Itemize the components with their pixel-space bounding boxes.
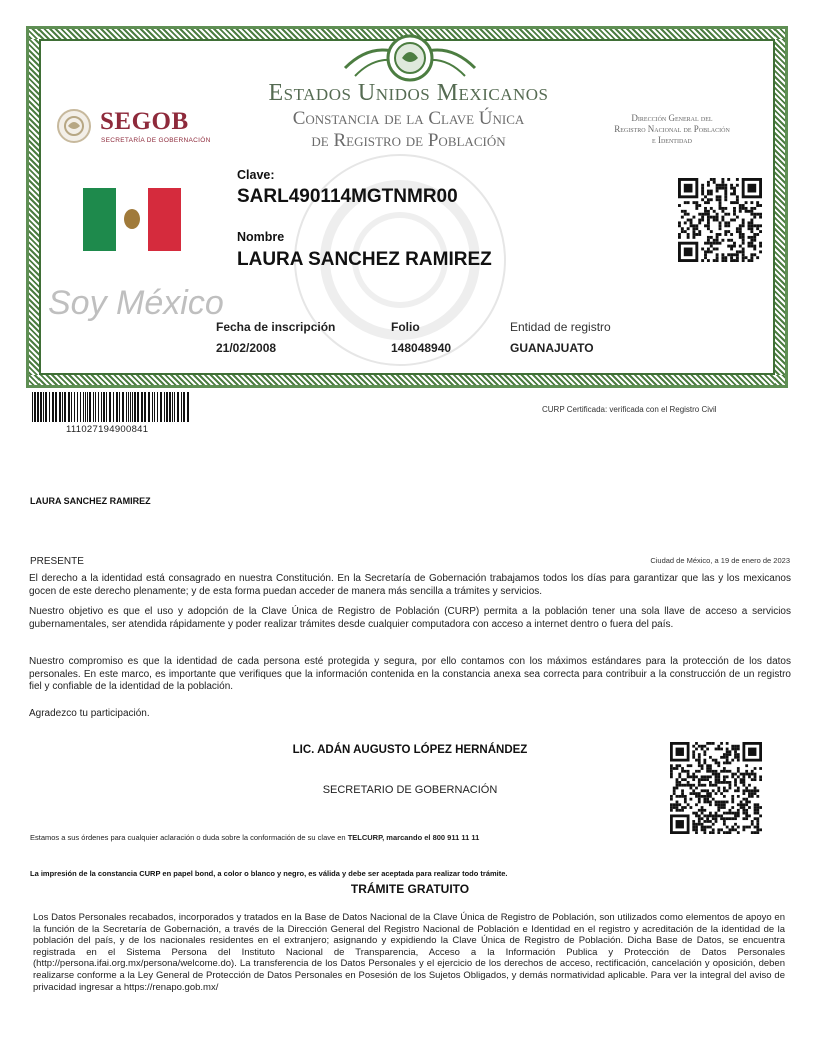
- document-title-line2: de Registro de Población: [311, 130, 506, 151]
- country-title: Estados Unidos Mexicanos: [268, 80, 549, 106]
- contact-line: [30, 833, 670, 842]
- entidad-value: GUANAJUATO: [510, 341, 594, 355]
- clave-label: Clave:: [237, 168, 275, 182]
- curp-certificada-note: CURP Certificada: verificada con el Registro Civil: [542, 405, 717, 414]
- signer-title: SECRETARIO DE GOBERNACIÓN: [322, 784, 498, 796]
- nombre-label: Nombre: [237, 230, 285, 244]
- document-title-line1: Constancia de la Clave Única: [292, 108, 525, 129]
- presente-label: PRESENTE: [30, 556, 84, 567]
- nombre-value: LAURA SANCHEZ RAMIREZ: [237, 249, 492, 270]
- segob-seal-icon: [56, 108, 92, 144]
- direccion-line1: Dirección General del: [631, 113, 713, 123]
- entidad-label: Entidad de registro: [510, 320, 611, 334]
- direccion-line2: Registro Nacional de Población: [614, 124, 730, 134]
- curp-value: SARL490114MGTNMR00: [237, 186, 458, 207]
- privacy-notice: Los Datos Personales recabados, incorporados y tratados en la Base de Datos Nacional de la Clave Única de Registro de Población, son utilizados como elementos de apoyo en la función de la Secretaría de Gobernación, a través de la Dirección General del Registro Nacional de Población e Identidad en el registro y acreditación de la identidad de la población del país, y de los nacionales residentes en el extranjero; asignando y expidiendo la Clave Única de Registro de Población. Dicha Base de Datos, se encuentra registrada en el Sistema Persona del Instituto Nacional de Transparencia, Acceso a la Información Publica y Protección de Datos Personales (http://persona.ifai.org.mx/persona/welcome.do). La transferencia de los Datos Personales y el ejercicio de los derechos de acceso, rectificación, cancelación y oposición, deben realizarse conforme a la Ley General de Protección de Datos Personales en Posesión de los Sujetos Obligados, y demás normatividad aplicable. Para ver la integral del aviso de privacidad ingresar a https://renapo.gob.mx/: [33, 912, 785, 993]
- segob-subtitle: SECRETARÍA DE GOBERNACIÓN: [101, 137, 211, 144]
- folio-value: 148048940: [391, 341, 452, 355]
- soy-mexico-text: Soy México: [48, 284, 224, 322]
- paragraph-4: Agradezco tu participación.: [29, 708, 150, 719]
- barcode-icon: [32, 392, 192, 424]
- telcurp-text: TELCURP, marcando el 800 911 11 11: [347, 833, 480, 842]
- direccion-general: [592, 113, 752, 146]
- signer-name: LIC. ADÁN AUGUSTO LÓPEZ HERNÁNDEZ: [292, 744, 528, 756]
- paragraph-1: El derecho a la identidad está consagrado en nuestra Constitución. En la Secretaría de Gobernación trabajamos todos los días para garantizar que las y los mexicanos gocen de este derecho plenamente; y de esta forma puedan acceder de manera más sencilla a trámites y servicios.: [29, 573, 791, 597]
- national-emblem-icon: [340, 28, 480, 84]
- paragraph-2: Nuestro objetivo es que el uso y adopción de la Clave Única de Registro de Población (CURP) permita a la población tener una sola llave de acceso a servicios gubernamentales, ser atendida rápidamente y poder realizar trámites desde cualquier computadora con acceso a internet dentro o fuera del país.: [29, 606, 791, 630]
- contact-text: Estamos a sus órdenes para cualquier aclaración o duda sobre la conformación de su clave en: [30, 833, 348, 842]
- recipient-name: LAURA SANCHEZ RAMIREZ: [30, 496, 151, 506]
- place-date: Ciudad de México, a 19 de enero de 2023: [650, 556, 790, 565]
- qr-code-icon: [670, 742, 762, 834]
- direccion-line3: e Identidad: [652, 135, 692, 145]
- paragraph-3: Nuestro compromiso es que la identidad de cada persona esté protegida y segura, por ello contamos con los máximos estándares para la protección de los datos personales. En este marco, es importante que verifiques que la información contenida en la constancia anexa sea correcta para contribuir a la construcción de un registro fiel y confiable de la identidad de la población.: [29, 656, 791, 692]
- folio-label: Folio: [391, 320, 420, 334]
- qr-code-icon: [678, 178, 762, 262]
- fecha-value: 21/02/2008: [216, 341, 277, 355]
- fecha-label: Fecha de inscripción: [216, 320, 336, 334]
- segob-logo-text: SEGOB: [100, 108, 189, 135]
- mexican-flag-icon: [83, 188, 181, 251]
- barcode-number: 111027194900841: [66, 424, 149, 435]
- impresion-note: La impresión de la constancia CURP en papel bond, a color o blanco y negro, es válida y debe ser aceptada para realizar todo trámite.: [30, 869, 508, 878]
- tramite-gratuito: TRÁMITE GRATUITO: [350, 882, 470, 896]
